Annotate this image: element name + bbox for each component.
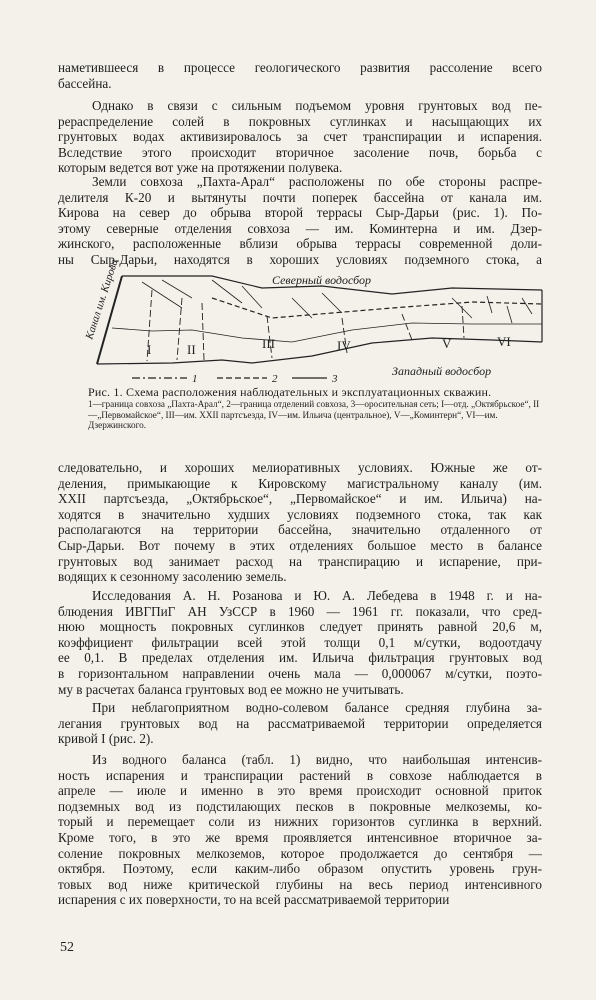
text-line: бассейна. [58,75,112,91]
text-line: Земли совхоза „Пахта-Арал“ расположены по обе стороны распре- [92,174,542,189]
legend-mark-label: 1 [192,373,198,385]
text-line: XXII партсъезда, „Октябрьское“, „Первомайское“ и им. Ильича) на- [58,491,542,507]
text-line: этому северные отделения совхоза — им. Коминтерна и им. Дзер- [58,220,542,236]
paragraph-water-depth [58,700,542,747]
text-line: ее 0,1. В пределах отделения им. Ильича фильтрация грунтовых вод [58,650,542,666]
text-line: Кирова на север до обрыва второй террасы Сыр-Дарьи (рис. 1). По- [58,205,542,221]
section-label: I [147,342,152,357]
paragraph-salinization [58,98,542,176]
text-line: ность испарения и транспирации растений в совхозе наблюдается в [58,767,542,783]
paragraph-research [58,588,542,697]
text-line: ходятся в значительно худших условиях подземного стока, так как [58,506,542,522]
text-line: апреле — июле и именно в это время происходит основной приток [58,783,542,799]
text-line: ны Сыр-Дарьи, находятся в хороших условиях подземного стока, а [58,251,542,267]
text-line: деления, примыкающие к Кировскому магистральному каналу (им. [58,475,542,491]
text-line: подземных вод из подстилающих песков в покровные мелкоземы, ко- [58,798,542,814]
text-line: Вследствие этого происходит вторичное засоление почв, борьба с [58,144,542,160]
text-line: коэффициент фильтрации всей этой толщи 0,1 м/сутки, водоотдачу [58,634,542,650]
text-line: легания грунтовых вод на рассматриваемой территории определяется [58,715,542,731]
text-line: в горизонтальном направлении очень мала — 0,000067 м/сутки, поэто- [58,665,542,681]
legend-mark-label: 2 [272,373,278,385]
text-line: При неблагоприятном водно-солевом балансе средняя глубина за- [92,700,542,715]
text-line: Исследования А. Н. Розанова и Ю. А. Лебедева в 1948 г. и на- [92,588,542,603]
text-line: нюю мощность покровных суглинков следует принять равной 20,6 м, [58,619,542,635]
west-basin-label: Западный водосбор [392,364,492,378]
text-line: соление покровных мелкоземов, которое продолжается до сентября — [58,845,542,861]
page-number: 52 [60,940,74,955]
section-label: III [262,336,275,351]
text-line: следовательно, и хороших мелиоративных условиях. Южные же от- [58,460,542,475]
text-line: блюдения ИВГПиГ АН УзССР в 1960 — 1961 гг. показали, что сред- [58,603,542,619]
text-line: октября. Поэтому, если каким-либо образом опустить уровень грун- [58,861,542,877]
figure-caption-title: Рис. 1. Схема расположения наблюдательных и эксплуатационных скважин. [88,385,492,399]
text-line: товых вод ниже критической глубины на весь период интенсивного [58,876,542,892]
paragraph-continued [58,60,542,91]
text-line: грунтовых водах активизировалось за счет транспирации и испарения. [58,129,542,145]
text-line: испарения с их поверхности, то на всей рассматриваемой территории [58,892,450,908]
section-label: IV [337,338,351,353]
text-line: наметившееся в процессе геологического развития рассоление всего [58,60,542,75]
section-label: II [187,342,196,357]
text-line: делителя К-20 и вытянуты почти поперек бассейна от канала им. [58,189,542,205]
figure-caption-legend: 1—граница совхоза „Пахта-Арал“, 2—граница отделений совхоза, 3—оросительная сеть; I—отд. „Октябрьское“, II—„Первомайское“, III—им. XXII партсъезда, IV—им. Ильича (центральное), V—„Коминтерн“, VI—им. Дзержинского. [88,399,540,430]
text-line: которым ведется вот уже на протяжении полувека. [58,160,343,176]
figure-caption [88,386,548,431]
canal-label: Канал им. Кирова [83,257,121,341]
text-line: располагаются на территории бассейна, значительно отдаленного от [58,522,542,538]
text-line: Из водного баланса (табл. 1) видно, что наибольшая интенсив- [92,752,542,767]
south-boundary [97,338,542,364]
text-line: водящих к сезонному засолению земель. [58,569,287,585]
north-basin-label: Северный водосбор [272,273,372,287]
paragraph-water-balance [58,752,542,908]
section-label: VI [497,334,511,349]
paragraph-southern-departments [58,460,542,585]
legend-mark-label: 3 [332,373,338,385]
section-label: V [442,336,452,351]
text-line: кривой I (рис. 2). [58,731,154,747]
text-line: рераспределение солей в покровных суглинках и насыщающих их [58,113,542,129]
text-line: Сыр-Дарьи. Вот почему в этих отделениях большое место в балансе [58,537,542,553]
text-line: Кроме того, в это же время проявляется интенсивное вторичное за- [58,829,542,845]
text-line: му в расчетах баланса грунтовых вод ее можно не учитывать. [58,681,404,697]
text-line: Однако в связи с сильным подъемом уровня грунтовых вод пе- [92,98,542,113]
text-line: грунтовых вод занимает расход на транспирацию и испарение, при- [58,553,542,569]
text-line: жинского, расположенные вблизи обрыва террасы современной доли- [58,236,542,252]
text-line: торый и перемещает соли из нижних горизонтов суглинка в верхний. [58,814,542,830]
paragraph-sovkhoz-lands [58,174,542,268]
